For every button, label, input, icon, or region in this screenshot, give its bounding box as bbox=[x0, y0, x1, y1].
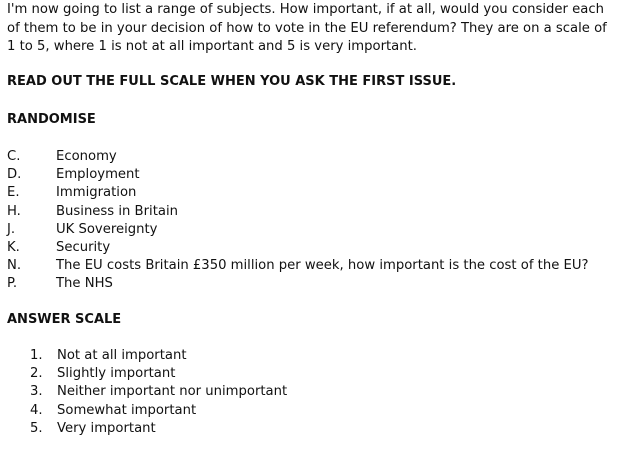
item-label: Security bbox=[56, 239, 111, 255]
list-item bbox=[7, 203, 619, 221]
list-item bbox=[7, 257, 619, 275]
intro-question: I'm now going to list a range of subjects. How important, if at all, would you consider each of them to be in your decision of how to vote in the EU referendum? They are on a scale of 1 to 5, where 1 is not at all important and 5 is very important. bbox=[7, 2, 607, 54]
scale-number: 4. bbox=[30, 402, 43, 418]
list-item bbox=[7, 166, 619, 184]
list-item bbox=[7, 239, 619, 257]
list-item bbox=[7, 184, 619, 202]
item-label: The NHS bbox=[56, 276, 113, 292]
scale-number: 3. bbox=[30, 384, 43, 400]
item-code: E. bbox=[7, 185, 20, 201]
item-code: K. bbox=[7, 239, 20, 255]
answer-scale-heading: ANSWER SCALE bbox=[7, 312, 122, 327]
list-item bbox=[7, 275, 619, 293]
item-label: Economy bbox=[56, 149, 117, 164]
list-item bbox=[7, 221, 619, 239]
scale-label: Very important bbox=[57, 420, 156, 436]
scale-number: 2. bbox=[30, 366, 43, 382]
item-code: J. bbox=[7, 221, 16, 237]
scale-label: Neither important nor unimportant bbox=[57, 384, 288, 400]
item-label: Business in Britain bbox=[56, 203, 178, 219]
scale-label: Not at all important bbox=[57, 348, 187, 363]
scale-number: 1. bbox=[30, 348, 43, 363]
item-code: H. bbox=[7, 203, 21, 219]
item-label: The EU costs Britain £350 million per week, how important is the cost of the EU? bbox=[56, 258, 589, 274]
item-label: Employment bbox=[56, 167, 140, 183]
randomise-heading: RANDOMISE bbox=[7, 112, 96, 127]
item-code: P. bbox=[7, 276, 18, 292]
item-code: C. bbox=[7, 149, 21, 164]
scale-label: Slightly important bbox=[57, 366, 176, 382]
subject-list bbox=[7, 148, 619, 294]
item-label: UK Sovereignty bbox=[56, 221, 158, 237]
interviewer-instruction: READ OUT THE FULL SCALE WHEN YOU ASK THE FIRST ISSUE. bbox=[7, 74, 457, 89]
scale-label: Somewhat important bbox=[57, 402, 197, 418]
list-item bbox=[7, 148, 619, 166]
item-label: Immigration bbox=[56, 185, 137, 201]
item-code: N. bbox=[7, 258, 22, 274]
scale-number: 5. bbox=[30, 420, 43, 436]
item-code: D. bbox=[7, 167, 22, 183]
